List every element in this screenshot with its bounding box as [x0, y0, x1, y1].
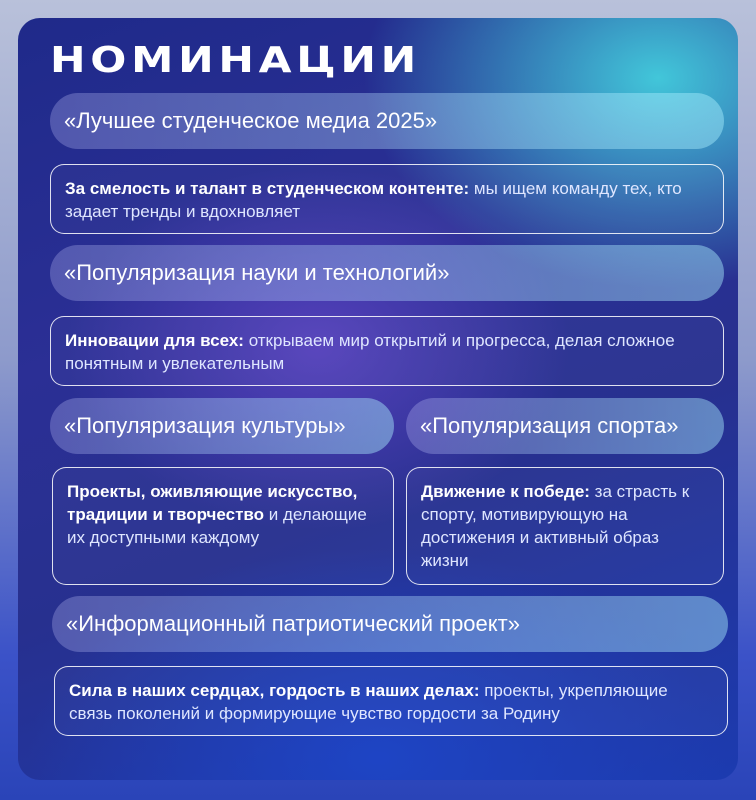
nomination-desc-text: проекты, укрепляющие связь поколений и формирующие чувство гордости за Родину: [69, 681, 668, 723]
nomination-title-culture: [50, 398, 394, 454]
page-title: НОМИНАЦИИ: [50, 40, 421, 81]
nomination-desc-text: за страсть к спорту, мотивирующую на достижения и активный образ жизни: [421, 482, 690, 570]
nomination-desc-patriotic: [54, 666, 728, 736]
nomination-title-student-media: [50, 93, 724, 149]
nomination-desc-science: [50, 316, 724, 386]
nomination-title-text: «Популяризация спорта»: [420, 413, 679, 438]
nomination-title-text: «Популяризация науки и технологий»: [64, 260, 450, 285]
nomination-title-science: [50, 245, 724, 301]
nomination-desc-bold: Движение к победе:: [421, 482, 590, 501]
nomination-desc-student-media: [50, 164, 724, 234]
nomination-desc-bold: Сила в наших сердцах, гордость в наших делах:: [69, 681, 480, 700]
nomination-desc-culture: [52, 467, 394, 585]
nomination-title-text: «Лучшее студенческое медиа 2025»: [64, 108, 438, 133]
nomination-title-patriotic: [52, 596, 728, 652]
nomination-desc-text: и делающие их доступными каждому: [67, 505, 367, 547]
nomination-desc-bold: Инновации для всех:: [65, 331, 244, 350]
nomination-title-text: «Информационный патриотический проект»: [66, 611, 520, 636]
nomination-desc-sport: [406, 467, 724, 585]
nomination-desc-bold: Проекты, оживляющие искусство, традиции и творчество: [67, 482, 358, 524]
nomination-desc-text: мы ищем команду тех, кто задает тренды и вдохновляет: [65, 179, 682, 221]
nominations-card: [18, 18, 738, 780]
nomination-desc-bold: За смелость и талант в студенческом контенте:: [65, 179, 470, 198]
nomination-title-text: «Популяризация культуры»: [64, 413, 346, 438]
nomination-desc-text: открываем мир открытий и прогресса, делая сложное понятным и увлекательным: [65, 331, 675, 373]
nomination-title-sport: [406, 398, 724, 454]
